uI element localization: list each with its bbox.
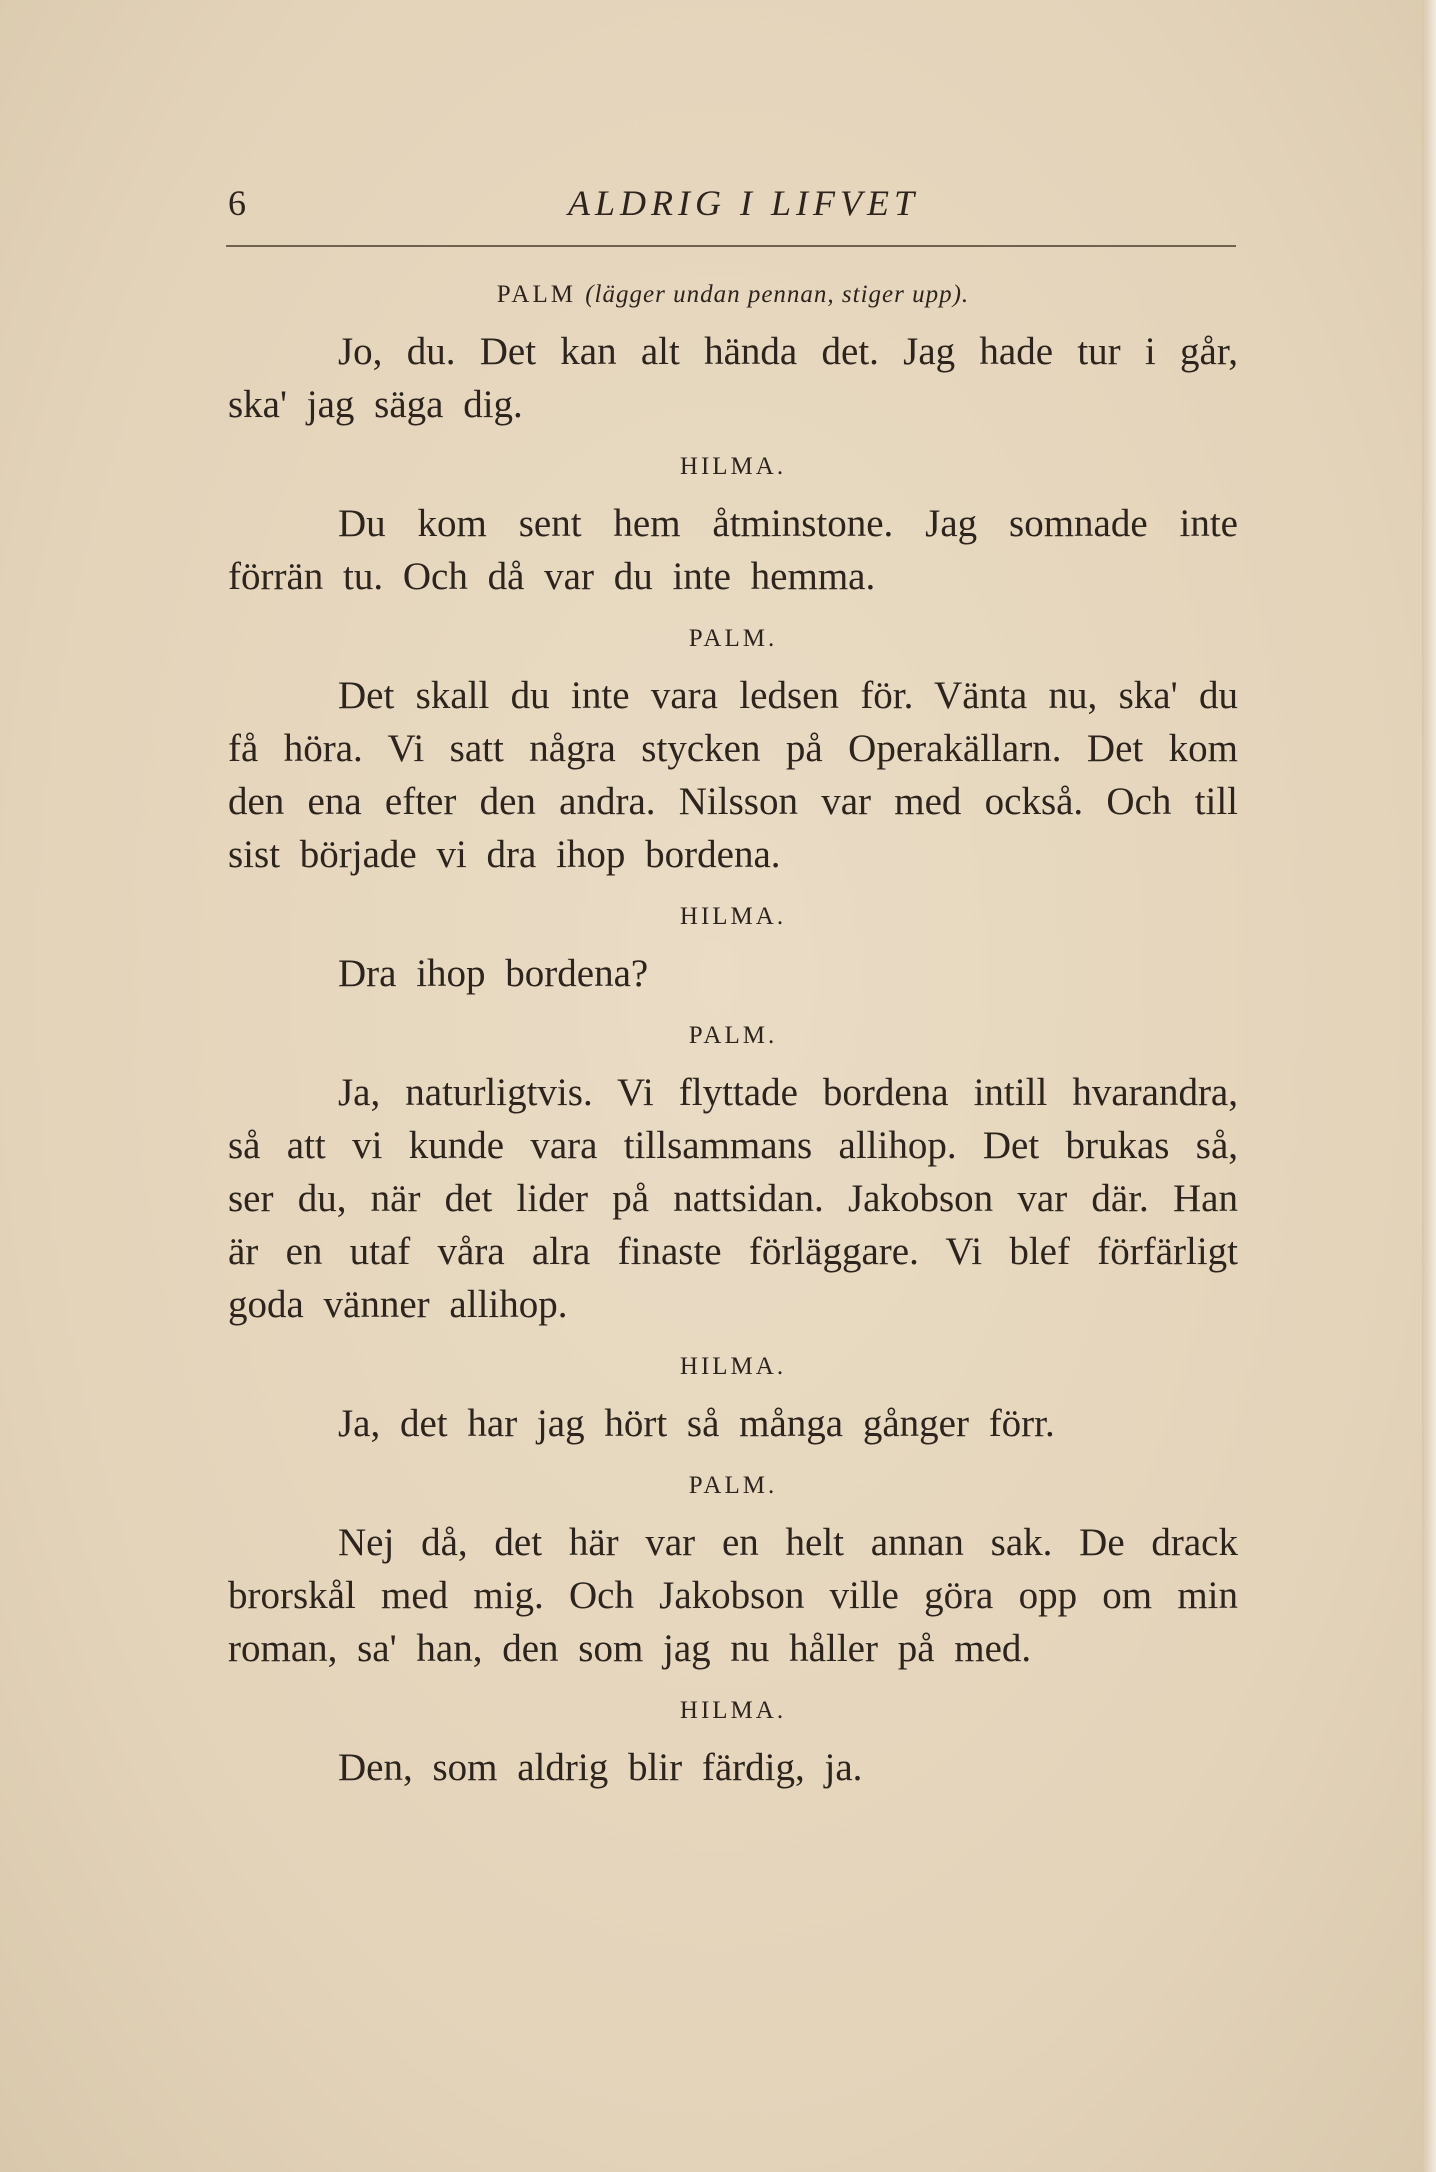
page-edge [1422,0,1436,2172]
speech-paragraph: Ja, naturligtvis. Vi flyttade bordena intill hvarandra, så att vi kunde vara tillsammans allihop. Det brukas så, ser du, när det lider på nattsidan. Jakobson var där. Han är en utaf våra alra finaste förläggare. Vi blef förfärligt goda vänner allihop. [228,1071,1238,1326]
speaker-name: PALM. [688,625,778,652]
speech-paragraph: Nej då, det här var en helt annan sak. De drack brorskål med mig. Och Jakobson ville göra opp om min roman, sa' han, den som jag nu håller på med. [228,1521,1238,1670]
speech-paragraph: Jo, du. Det kan alt hända det. Jag hade tur i går, ska' jag säga dig. [228,330,1238,426]
speech-paragraph: Ja, det har jag hört så många gånger förr. [338,1402,1055,1445]
speaker-name: HILMA. [679,903,787,930]
page-header [228,182,1238,242]
dialogue-text [228,265,1238,1800]
speech-paragraph: Du kom sent hem åtminstone. Jag somnade inte förrän tu. Och då var du inte hemma. [228,502,1238,598]
stage-direction: (lägger undan pennan, stiger upp). [585,281,970,308]
page-number: 6 [228,183,246,223]
speech-paragraph: Det skall du inte vara ledsen för. Vänta nu, ska' du få höra. Vi satt några stycken på Operakällarn. Det kom den ena efter den andra. Nilsson var med också. Och till sist började vi dra ihop bordena. [228,674,1238,876]
speaker-name: PALM. [688,1472,778,1499]
speaker-name [228,265,1238,325]
speaker-name: HILMA. [679,1353,787,1380]
speech-paragraph: Dra ihop bordena? [338,952,649,995]
speaker-label: PALM [496,281,576,308]
speaker-name: PALM. [688,1022,778,1049]
running-title: ALDRIG I LIFVET [568,183,919,223]
header-rule [226,245,1236,247]
speech-paragraph: Den, som aldrig blir färdig, ja. [338,1746,863,1789]
speaker-name: HILMA. [679,453,787,480]
speaker-name: HILMA. [679,1697,787,1724]
